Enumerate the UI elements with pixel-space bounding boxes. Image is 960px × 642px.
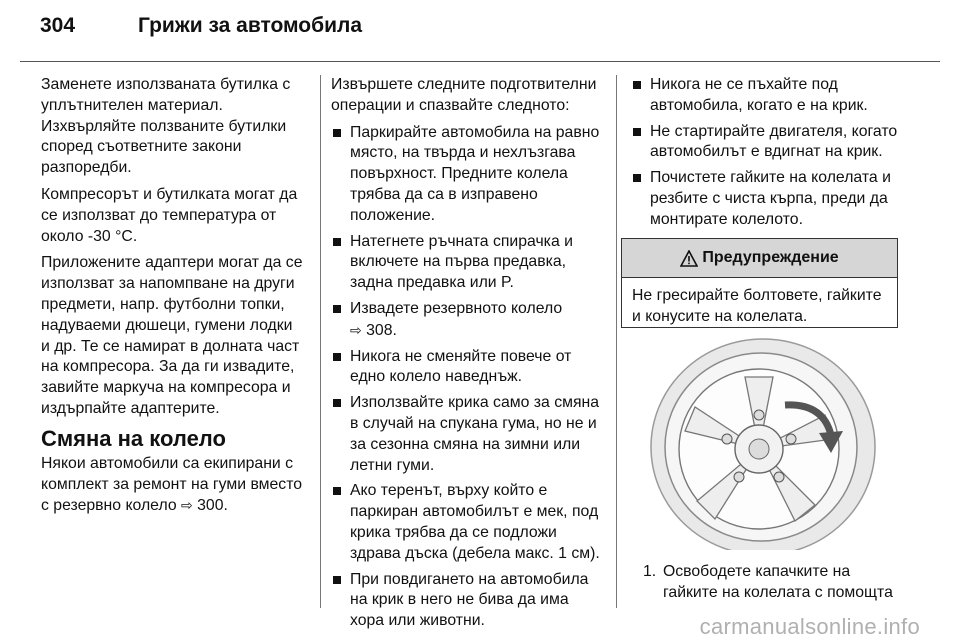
list-item-text: Никога не се пъхайте под автомобила, когато е на крик. xyxy=(650,76,868,114)
list-item xyxy=(331,232,603,294)
section-heading: Смяна на колело xyxy=(41,425,226,451)
bullet-square-icon xyxy=(333,238,341,246)
bullet-list xyxy=(331,123,603,632)
warning-title: Предупреждение xyxy=(702,249,839,266)
warning-triangle-icon xyxy=(680,250,698,267)
bullet-square-icon xyxy=(333,576,341,584)
bullet-square-icon xyxy=(333,399,341,407)
bullet-square-icon xyxy=(333,353,341,361)
list-item-text: Натегнете ръчната спирачка и включете на първа предавка, задна предавка или P. xyxy=(350,232,573,292)
paragraph-text: Някои автомобили са екипирани с комплект за ремонт на гуми вместо с резервно колело xyxy=(41,454,303,515)
bullet-square-icon xyxy=(633,81,641,89)
bullet-square-icon xyxy=(333,305,341,313)
warning-box xyxy=(621,238,898,328)
bullet-square-icon xyxy=(633,174,641,182)
list-item xyxy=(331,123,603,227)
list-item xyxy=(331,570,603,632)
column-1 xyxy=(41,75,303,523)
bullet-list xyxy=(631,75,903,231)
paragraph: Заменете използваната бутилка с уплътнителен материал. Изхвърляйте ползваните бутилки според съответните закони разпоредби. xyxy=(41,76,291,177)
list-item-text: Никога не сменяйте повече от едно колело наведнъж. xyxy=(350,347,572,386)
list-item xyxy=(331,299,603,342)
column-3 xyxy=(631,75,903,236)
column-divider xyxy=(616,75,617,608)
column-2 xyxy=(331,75,603,637)
list-item xyxy=(331,481,603,564)
page-title: Грижи за автомобила xyxy=(138,14,363,37)
step-number: 1. xyxy=(643,563,657,580)
watermark: carmanualsonline.info xyxy=(699,614,920,639)
list-item xyxy=(631,122,903,164)
page-reference[interactable]: 300. xyxy=(197,497,228,515)
list-item xyxy=(631,75,903,117)
page-number: 304 xyxy=(40,14,76,37)
step-text: Освободете капачките на гайките на колелата с помощта xyxy=(663,563,893,601)
list-item-text: При повдигането на автомобила на крик в него не бива да има хора или животни. xyxy=(350,570,589,630)
list-item xyxy=(331,393,603,476)
warning-header xyxy=(622,239,897,278)
bullet-square-icon xyxy=(333,487,341,495)
ref-arrow-icon[interactable]: ⇨ xyxy=(181,497,193,514)
list-item-text: Паркирайте автомобила на равно място, на твърда и нехлъзгава повърхност. Предните колела трябва да са в изправено положение. xyxy=(350,123,600,224)
bullet-square-icon xyxy=(633,128,641,136)
paragraph: Компресорът и бутилката могат да се използват до температура от около -30 °C. xyxy=(41,185,298,245)
page-header xyxy=(20,14,940,54)
list-item xyxy=(631,168,903,230)
list-item-text: Извадете резервното колело xyxy=(350,299,563,317)
list-item xyxy=(331,347,603,389)
list-item-text: Почистете гайките на колелата и резбите с чиста кърпа, преди да монтирате колелото. xyxy=(650,169,891,228)
column-divider xyxy=(320,75,321,608)
page-reference[interactable]: 308. xyxy=(366,321,397,339)
header-divider xyxy=(20,61,940,62)
bullet-square-icon xyxy=(333,129,341,137)
list-item-text: Не стартирайте двигателя, когато автомобилът е вдигнат на крик. xyxy=(650,122,898,161)
paragraph xyxy=(41,454,303,517)
paragraph: Приложените адаптери могат да се използват за напомпване на други предмети, напр. футболни топки, надуваеми дюшеци, гумени лодки и др. Те се намират в долната част на компресора. За да ги извадите, завийте маркуча на компресора и издърпайте адаптерите. xyxy=(41,254,303,417)
ref-arrow-icon[interactable]: ⇨ xyxy=(350,321,362,338)
wheel-illustration xyxy=(635,335,899,550)
list-item-text: Използвайте крика само за смяна в случай на спукана гума, но не и за сезонна смяна на зимни или летни гуми. xyxy=(350,394,600,474)
warning-text: Не гресирайте болтовете, гайките и конусите на колелата. xyxy=(632,287,882,325)
list-item-text: Ако теренът, върху който е паркиран автомобилът е мек, под крика трябва да се подложи здрава дъска (дебела макс. 1 см). xyxy=(350,482,600,562)
paragraph: Извършете следните подготвителни операции и спазвайте следното: xyxy=(331,76,597,114)
